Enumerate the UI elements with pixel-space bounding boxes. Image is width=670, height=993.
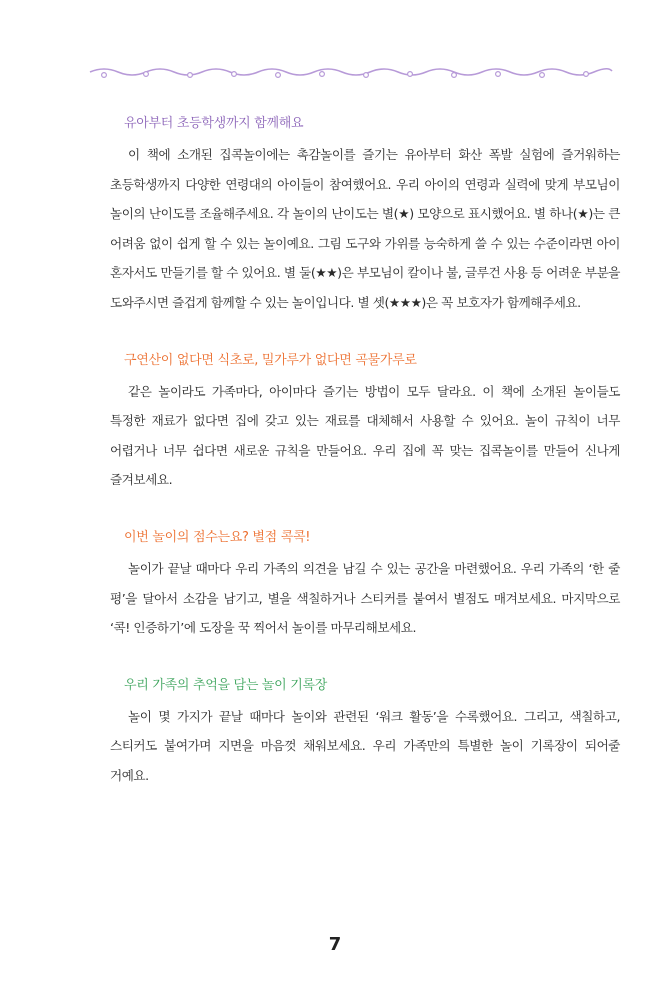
section-body: 놀이 몇 가지가 끝날 때마다 놀이와 관련된 ‘워크 활동’을 수록했어요. 그리고, 색칠하고, 스티커도 붙여가며 지면을 마음껏 채워보세요. 우리 가족만의 특별한 놀이 기록장이 되어줄 거예요.	[110, 708, 620, 783]
section-substitutes	[110, 351, 620, 495]
section-body: 이 책에 소개된 집콕놀이에는 촉감놀이를 즐기는 유아부터 화산 폭발 실험에 즐거워하는 초등학생까지 다양한 연령대의 아이들이 참여했어요. 우리 아이의 연령과 실력에 맞게 부모님이 놀이의 난이도를 조율해주세요. 각 놀이의 난이도는 별(★) 모양으로 표시했어요. 별 하나(★)는 큰 어려움 없이 쉽게 할 수 있는 놀이예요. 그림 도구와 가위를 능숙하게 쓸 수 있는 수준이라면 아이 혼자서도 만들기를 할 수 있어요. 별 둘(★★)은 부모님이 칼이나 불, 글루건 사용 등 어려운 부분을 도와주시면 즐겁게 함께할 수 있는 놀이입니다. 별 셋(★★★)은 꼭 보호자가 함께해주세요.	[110, 147, 620, 310]
section-play-journal	[110, 676, 620, 791]
section-body: 놀이가 끝날 때마다 우리 가족의 의견을 남길 수 있는 공간을 마련했어요. 우리 가족의 ‘한 줄 평’을 달아서 소감을 남기고, 별을 색칠하거나 스티커를 붙여서 별점도 매겨보세요. 마지막으로 ‘콕! 인증하기’에 도장을 꾹 찍어서 놀이를 마무리해보세요.	[110, 560, 620, 636]
section-heading: 우리 가족의 추억을 담는 놀이 기록장	[124, 677, 328, 693]
decorative-top-border	[80, 60, 620, 84]
section-star-rating	[110, 528, 620, 643]
section-body: 같은 놀이라도 가족마다, 아이마다 즐기는 방법이 모두 달라요. 이 책에 소개된 놀이들도 특정한 재료가 없다면 집에 갖고 있는 재료를 대체해서 사용할 수 있어요. 놀이 규칙이 너무 어렵거나 너무 쉽다면 새로운 규칙을 만들어요. 우리 집에 꼭 맞는 집콕놀이를 만들어 신나게 즐겨보세요.	[110, 383, 620, 488]
section-heading: 유아부터 초등학생까지 함께해요	[124, 116, 304, 131]
section-heading: 구연산이 없다면 식초로, 밀가루가 없다면 곡물가루로	[124, 352, 417, 368]
section-heading: 이번 놀이의 점수는요? 별점 콕콕!	[124, 529, 311, 545]
page-content	[110, 114, 620, 824]
section-age-range	[110, 114, 620, 318]
page-number: 7	[328, 934, 342, 955]
